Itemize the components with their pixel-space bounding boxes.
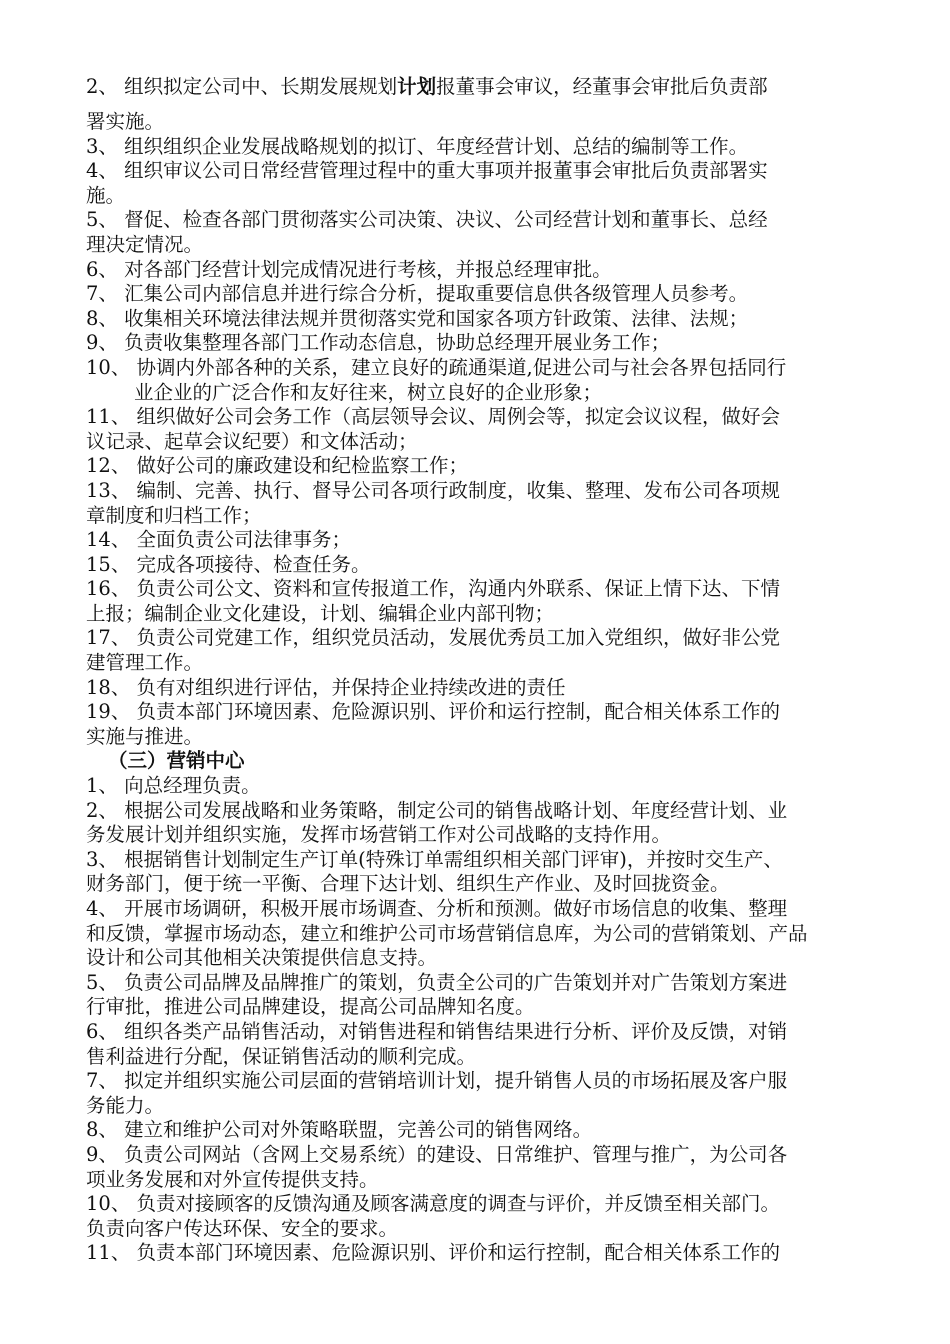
list-item-line: 5、 督促、检查各部门贯彻落实公司决策、决议、公司经营计划和董事长、总经	[86, 208, 768, 232]
list-item-line: 15、 完成各项接待、检查任务。	[86, 552, 371, 576]
list-item-line: 7、 汇集公司内部信息并进行综合分析，提取重要信息供各级管理人员参考。	[86, 282, 749, 306]
list-item-line: 8、 收集相关环境法律法规并贯彻落实党和国家各项方针政策、法律、法规；	[86, 306, 749, 330]
list-item-line: 负责向客户传达环保、安全的要求。	[86, 1216, 399, 1240]
list-item-line: 务能力。	[86, 1093, 165, 1117]
item-text: 2、 组织拟定公司中、长期发展规划	[86, 75, 398, 98]
list-item-line: 议记录、起草会议纪要）和文体活动；	[86, 429, 418, 453]
list-item-line: 业企业的广泛合作和友好往来，树立良好的企业形象；	[134, 380, 603, 404]
list-item-line: 8、 建立和维护公司对外策略联盟，完善公司的销售网络。	[86, 1118, 593, 1142]
list-item-line: 设计和公司其他相关决策提供信息支持。	[86, 946, 438, 970]
item-text-bold: 计划	[397, 75, 437, 98]
list-item-line	[86, 72, 880, 110]
list-item-line: 1、 向总经理负责。	[86, 774, 261, 798]
list-item-line: 3、 组织组织企业发展战略规划的拟订、年度经营计划、总结的编制等工作。	[86, 134, 749, 158]
list-item-line: 4、 组织审议公司日常经营管理过程中的重大事项并报董事会审批后负责部署实	[86, 159, 768, 183]
list-item-line: 3、 根据销售计划制定生产订单(特殊订单需组织相关部门评审)，并按时交生产、	[86, 847, 783, 871]
list-item-line: 务发展计划并组织实施，发挥市场营销工作对公司战略的支持作用。	[86, 823, 672, 847]
list-item-line: 项业务发展和对外宣传提供支持。	[86, 1167, 379, 1191]
section-heading: （三）营销中心	[108, 749, 245, 773]
list-item-line: 实施与推进。	[86, 724, 204, 748]
item-text: 报董事会审议，经董事会审批后负责部	[436, 75, 768, 98]
list-item-line: 施。	[86, 183, 126, 207]
list-item-line: 11、 负责本部门环境因素、危险源识别、评价和运行控制，配合相关体系工作的	[86, 1241, 781, 1265]
list-item-line: 16、 负责公司公文、资料和宣传报道工作，沟通内外联系、保证上情下达、下情	[86, 577, 781, 601]
list-item-line: 财务部门，便于统一平衡、合理下达计划、组织生产作业、及时回拢资金。	[86, 872, 730, 896]
list-item-line: 和反馈，掌握市场动态，建立和维护公司市场营销信息库，为公司的营销策划、产品	[86, 921, 808, 945]
list-item-line: 4、 开展市场调研，积极开展市场调查、分析和预测。做好市场信息的收集、整理	[86, 897, 788, 920]
list-item-line: 17、 负责公司党建工作，组织党员活动，发展优秀员工加入党组织，做好非公党	[86, 626, 781, 650]
list-item-line: 13、 编制、完善、执行、督导公司各项行政制度，收集、整理、发布公司各项规	[86, 478, 781, 502]
list-item-line: 上报；编制企业文化建设，计划、编辑企业内部刊物；	[86, 601, 555, 625]
list-item-line: 9、 负责收集整理各部门工作动态信息，协助总经理开展业务工作；	[86, 331, 671, 355]
list-item-line: 建管理工作。	[86, 651, 204, 675]
list-item-line: 10、 协调内外部各种的关系，建立良好的疏通渠道,促进公司与社会各界包括同行	[86, 355, 787, 379]
list-item-line: 12、 做好公司的廉政建设和纪检监察工作；	[86, 454, 469, 478]
list-item-line: 6、 对各部门经营计划完成情况进行考核，并报总经理审批。	[86, 257, 612, 281]
list-item-line: 章制度和归档工作；	[86, 503, 262, 527]
list-item-line: 署实施。	[86, 110, 165, 133]
list-item-line: 10、 负责对接顾客的反馈沟通及顾客满意度的调查与评价，并反馈至相关部门。	[86, 1192, 781, 1216]
list-item-line: 7、 拟定并组织实施公司层面的营销培训计划，提升销售人员的市场拓展及客户服	[86, 1069, 788, 1093]
list-item-line: 19、 负责本部门环境因素、危险源识别、评价和运行控制，配合相关体系工作的	[86, 700, 781, 724]
list-item-line: 5、 负责公司品牌及品牌推广的策划，负责全公司的广告策划并对广告策划方案进	[86, 970, 788, 994]
list-item-line: 售利益进行分配，保证销售活动的顺利完成。	[86, 1044, 477, 1068]
list-item-line: 9、 负责公司网站（含网上交易系统）的建设、日常维护、管理与推广，为公司各	[86, 1142, 788, 1166]
list-item-line: 2、 根据公司发展战略和业务策略，制定公司的销售战略计划、年度经营计划、业	[86, 798, 788, 822]
list-item-line: 18、 负有对组织进行评估，并保持企业持续改进的责任	[86, 675, 566, 699]
list-item-line: 6、 组织各类产品销售活动，对销售进程和销售结果进行分析、评价及反馈，对销	[86, 1019, 788, 1043]
list-item-line: 理决定情况。	[86, 232, 204, 256]
list-item-line: 14、 全面负责公司法律事务；	[86, 528, 352, 552]
list-item-line: 行审批，推进公司品牌建设，提高公司品牌知名度。	[86, 995, 535, 1019]
list-item-line: 11、 组织做好公司会务工作（高层领导会议、周例会等，拟定会议议程，做好会	[86, 405, 781, 429]
